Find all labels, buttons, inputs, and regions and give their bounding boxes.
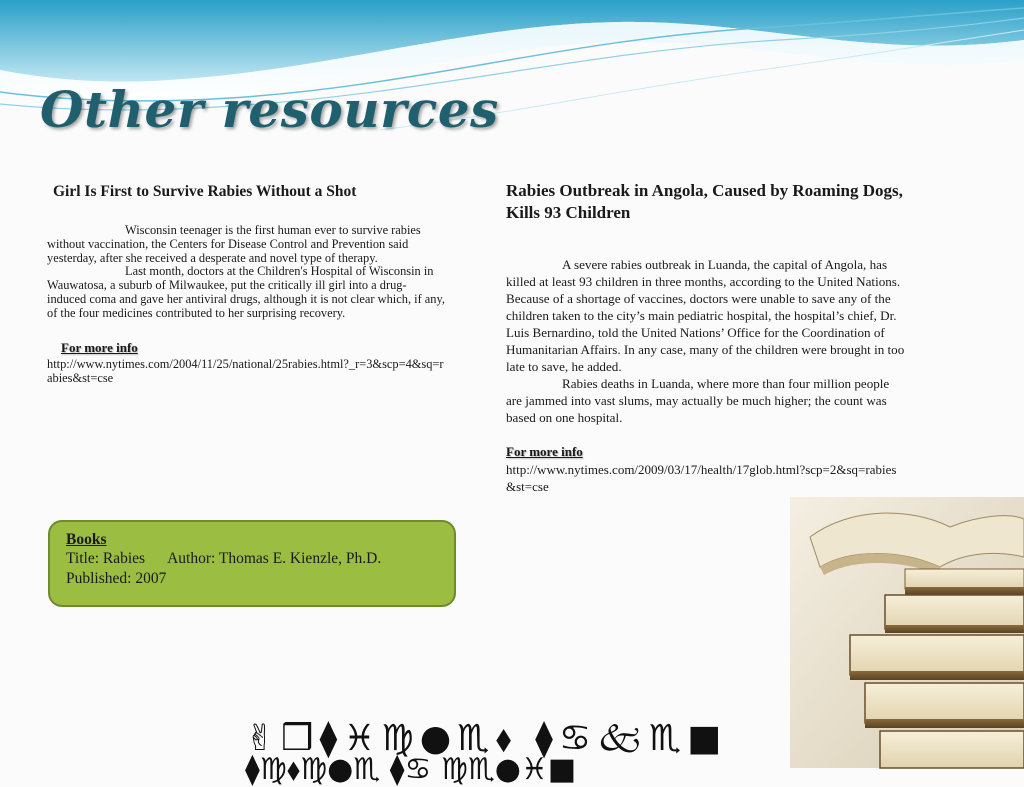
right-more-info-label: For more info	[506, 444, 583, 459]
left-article-paragraph-2: Last month, doctors at the Children's Hospital of Wisconsin in Wauwatosa, a suburb of Milwaukee, put the critically ill girl into a drug-induced coma and gave her antiviral drugs, although it is not clear which, if any, of the four medicines contributed to her surprising recovery.	[47, 264, 445, 320]
left-more-info-label: For more info	[61, 339, 138, 355]
right-article-link[interactable]: http://www.nytimes.com/2009/03/17/health/17glob.html?scp=2&sq=rabies&st=cse	[506, 462, 897, 494]
left-article-heading: Girl Is First to Survive Rabies Without a Shot	[53, 183, 357, 200]
books-label: Books	[66, 531, 107, 548]
book-author: Author: Thomas E. Kienzle, Ph.D.	[167, 550, 382, 567]
left-article	[47, 182, 445, 385]
footer-glyph-line: ✌❒⧫♓♍●♏⬧ ⧫♋🙵♏■	[245, 718, 728, 759]
right-article-heading: Rabies Outbreak in Angola, Caused by Roaming Dogs, Kills 93 Children	[506, 181, 903, 222]
left-article-link[interactable]: http://www.nytimes.com/2004/11/25/national/25rabies.html?_r=3&scp=4&sq=rabies&st=cse	[47, 356, 444, 385]
book-published: Published: 2007	[66, 570, 167, 587]
books-title-author	[66, 549, 438, 569]
books-callout	[48, 520, 456, 607]
slide-title: Other resources	[40, 80, 499, 139]
right-article	[506, 180, 906, 495]
book-stack-image	[790, 497, 1024, 768]
book-title: Title: Rabies	[66, 550, 146, 567]
footer-symbol-text-2: ⧫♍⬧♍●♏ ⧫♋ ♍♏●♓■	[245, 752, 577, 787]
right-article-paragraph-2: Rabies deaths in Luanda, where more than four million people are jammed into vast slums, may actually be much higher; the count was based on one hospital.	[506, 376, 890, 425]
right-article-paragraph-1: A severe rabies outbreak in Luanda, the capital of Angola, has killed at least 93 children in three months, according to the United Nations. Because of a shortage of vaccines, doctors were unable to save any of the children taken to the city’s main pediatric hospital, the hospital’s chief, Dr. Luis Bernardino, told the United Nations’ Office for the Coordination of Humanitarian Affairs. In any case, many of the children were brought in too late to save, he added.	[506, 257, 905, 374]
left-article-paragraph-1: Wisconsin teenager is the first human ever to survive rabies without vaccination, the Centers for Disease Control and Prevention said yesterday, after she received a desperate and novel type of therapy.	[47, 223, 421, 265]
